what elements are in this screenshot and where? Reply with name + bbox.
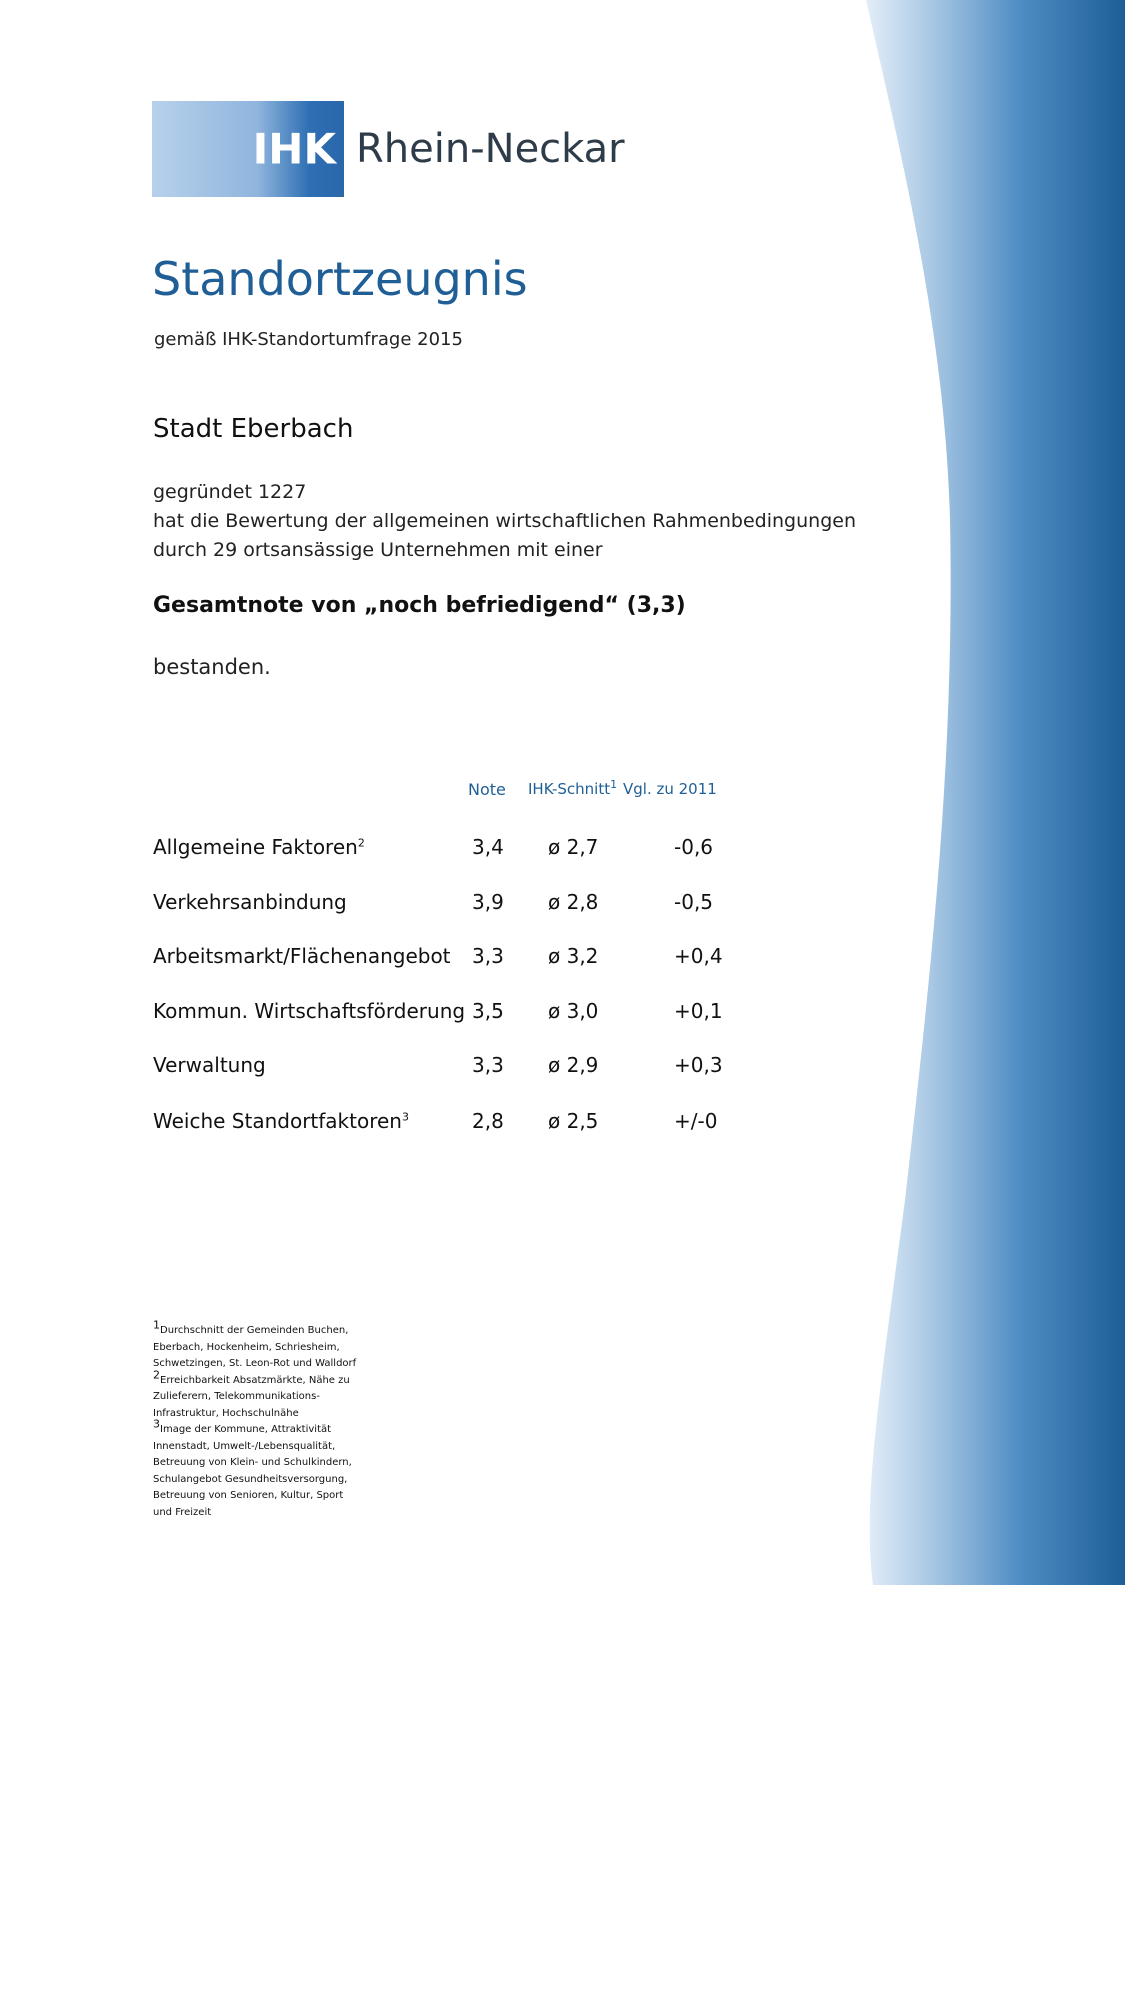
footnote-line	[153, 1455, 401, 1472]
row-comparison: +0,4	[674, 944, 723, 968]
row-label-text: Weiche Standortfaktoren	[153, 1109, 402, 1133]
ihk-logo-text: IHK	[252, 124, 336, 174]
row-note: 3,5	[472, 999, 504, 1023]
footnote-text: Schulangebot Gesundheitsversorgung,	[153, 1473, 348, 1485]
footnote-line	[153, 1406, 401, 1423]
row-ihk-average: ø 2,5	[548, 1109, 599, 1133]
footnote-text: Innenstadt, Umwelt-/Lebensqualität,	[153, 1440, 336, 1452]
footnote-marker: 1	[610, 778, 618, 791]
row-label-text: Kommun. Wirtschaftsförderung	[153, 999, 466, 1023]
footnote-marker: 1	[153, 1318, 160, 1332]
table-row	[0, 944, 800, 974]
footnote-line	[153, 1488, 401, 1505]
footnote-text: Image der Kommune, Attraktivität	[160, 1424, 332, 1435]
footnote-marker: 3	[153, 1417, 160, 1431]
row-label-text: Verkehrsanbindung	[153, 890, 347, 914]
footnote-text: Eberbach, Hockenheim, Schriesheim,	[153, 1341, 340, 1353]
footnote-line	[153, 1505, 401, 1522]
footnote-text: Infrastruktur, Hochschulnähe	[153, 1407, 299, 1419]
footnote-text: und Freizeit	[153, 1506, 212, 1518]
footnote-line	[153, 1417, 401, 1439]
page-subtitle: gemäß IHK-Standortumfrage 2015	[154, 329, 463, 350]
page-title: Standortzeugnis	[152, 252, 528, 306]
row-ihk-average: ø 2,7	[548, 835, 599, 859]
row-comparison: -0,6	[674, 835, 714, 859]
row-label	[153, 890, 347, 914]
footnote-line	[153, 1439, 401, 1456]
footnote-line	[153, 1340, 401, 1357]
column-header-ihk	[528, 780, 617, 798]
row-note: 2,8	[472, 1109, 504, 1133]
row-ihk-average: ø 2,8	[548, 890, 599, 914]
row-note: 3,3	[472, 944, 504, 968]
column-header-note: Note	[468, 780, 506, 799]
row-label	[153, 1053, 266, 1077]
result-text: bestanden.	[153, 655, 271, 679]
table-row	[0, 1109, 800, 1139]
intro-text	[153, 478, 856, 565]
row-label-text: Allgemeine Faktoren	[153, 835, 358, 859]
row-comparison: -0,5	[674, 890, 714, 914]
row-note: 3,3	[472, 1053, 504, 1077]
footnote-text: Schwetzingen, St. Leon-Rot und Walldorf	[153, 1358, 357, 1369]
row-ihk-average: ø 3,0	[548, 999, 599, 1023]
logo-region-name: Rhein-Neckar	[356, 126, 625, 172]
row-ihk-average: ø 2,9	[548, 1053, 599, 1077]
footnote-marker: 3	[401, 1110, 409, 1124]
city-name: Stadt Eberbach	[153, 414, 354, 444]
row-label-text: Verwaltung	[153, 1053, 266, 1077]
table-row	[0, 890, 800, 920]
column-header-ihk-label: IHK-Schnitt	[528, 780, 611, 798]
row-label	[153, 835, 365, 859]
column-header-comparison: Vgl. zu 2011	[623, 780, 717, 798]
row-ihk-average: ø 3,2	[548, 944, 599, 968]
table-row	[0, 999, 800, 1029]
row-label	[153, 944, 451, 968]
footnote-line	[153, 1356, 401, 1373]
footnote-text: Betreuung von Klein- und Schulkindern,	[153, 1457, 352, 1468]
row-label	[153, 1109, 409, 1133]
row-note: 3,9	[472, 890, 504, 914]
intro-line: durch 29 ortsansässige Unternehmen mit einer	[153, 539, 603, 561]
footnote-marker: 2	[153, 1368, 160, 1382]
footnote-marker: 2	[357, 836, 365, 850]
ihk-logo-mark	[152, 101, 344, 197]
overall-grade: Gesamtnote von „noch befriedigend“ (3,3)	[153, 593, 686, 618]
row-label	[153, 999, 465, 1023]
ihk-logo	[152, 100, 625, 198]
row-label-text: Arbeitsmarkt/Flächenangebot	[153, 944, 451, 968]
footnote-text: Betreuung von Senioren, Kultur, Sport	[153, 1490, 344, 1501]
row-note: 3,4	[472, 835, 504, 859]
footnote-line	[153, 1368, 401, 1390]
row-comparison: +0,3	[674, 1053, 723, 1077]
footnote-text: Zulieferern, Telekommunikations-	[153, 1391, 320, 1402]
footnote-text: Durchschnitt der Gemeinden Buchen,	[160, 1325, 349, 1336]
row-comparison: +0,1	[674, 999, 723, 1023]
footnote-text: Erreichbarkeit Absatzmärkte, Nähe zu	[160, 1374, 350, 1386]
table-row	[0, 1053, 800, 1083]
footnotes	[153, 1318, 401, 1521]
row-comparison: +/-0	[674, 1109, 718, 1133]
table-row	[0, 835, 800, 865]
footnote-line	[153, 1318, 401, 1340]
intro-line: gegründet 1227	[153, 481, 307, 503]
footnote-line	[153, 1472, 401, 1489]
intro-line: hat die Bewertung der allgemeinen wirtschaftlichen Rahmenbedingungen	[153, 510, 856, 532]
footnote-line	[153, 1389, 401, 1406]
